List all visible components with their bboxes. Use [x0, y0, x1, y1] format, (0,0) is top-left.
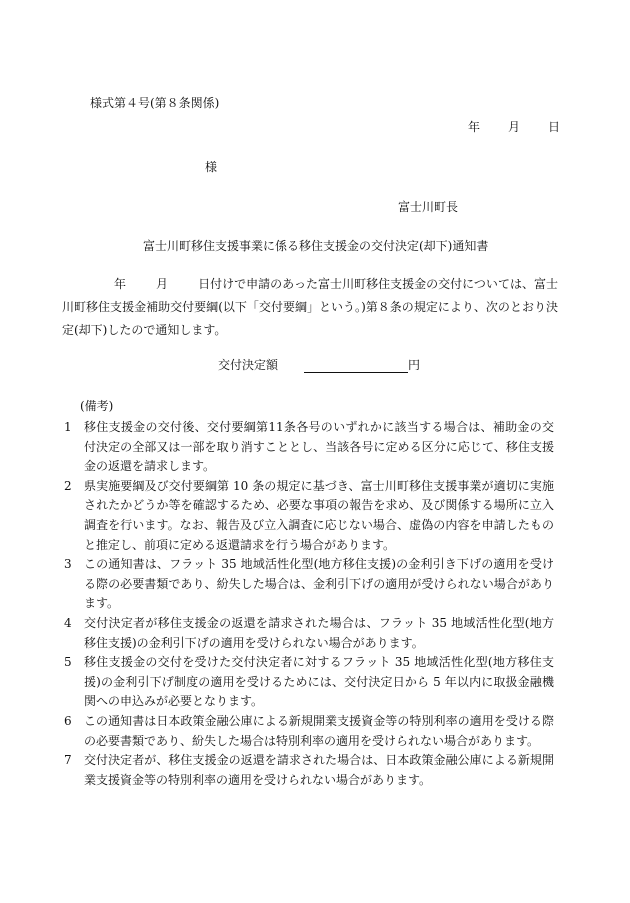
- remark-text: この通知書は、フラット 35 地域活性化型(地方移住支援)の金利引き下げの適用を受ける際の必要書類であり、紛失した場合は、金利引下げの適用が受けられない場合があります。: [84, 557, 554, 611]
- remark-text: 県実施要綱及び交付要綱第 10 条の規定に基づき、富士川町移住支援事業が適切に実施されたかどうか等を確認するため、必要な事項の報告を求め、及び関係する場所に立入調査を行います。なお、報告及び立入調査に応じない場合、虚偽の内容を申請したものと推定し、前項に定める返還請求を行う場合があります。: [84, 478, 554, 552]
- amount-label: 交付決定額: [218, 358, 279, 372]
- remark-number: 7: [64, 753, 72, 768]
- date-month: 月: [508, 120, 521, 134]
- remarks-label: (備考): [80, 399, 114, 413]
- amount-blank-line: [304, 358, 408, 373]
- remark-text: 移住支援金の交付後、交付要綱第11条各号のいずれかに該当する場合は、補助金の交付決定の全部又は一部を取り消すこととし、当該各号に定める区分に応じて、移住支援金の返還を請求します。: [84, 420, 554, 474]
- document-title: 富士川町移住支援事業に係る移住支援金の交付決定(却下)通知書: [143, 239, 489, 253]
- body-month: 月: [156, 277, 169, 291]
- remark-text: 交付決定者が移住支援金の返還を請求された場合は、フラット 35 地域活性化型(地方移住支援)の金利引下げの適用を受けられない場合があります。: [84, 615, 554, 650]
- remark-text: 移住支援金の交付を受けた交付決定者に対するフラット 35 地域活性化型(地方移住支援)の金利引下げ制度の適用を受けるためには、交付決定日から 5 年以内に取扱金融機関への申込みが必要となります。: [84, 655, 554, 709]
- body-paragraph: [62, 273, 558, 342]
- date-line: [468, 118, 560, 135]
- date-day: 日: [548, 120, 561, 134]
- remark-text: 交付決定者が、移住支援金の返還を請求された場合は、日本政策金融公庫による新規開業支援資金等の特別利率の適用を受けられない場合があります。: [84, 753, 554, 787]
- remark-item: [64, 653, 554, 712]
- remark-item: [64, 614, 554, 653]
- date-year: 年: [468, 120, 481, 134]
- remark-text: この通知書は日本政策金融公庫による新規開業支援資金等の特別利率の適用を受ける際の必要書類であり、紛失した場合は特別利率の適用を受けられない場合があります。: [84, 713, 554, 748]
- remark-item: [64, 477, 554, 555]
- remark-number: 6: [64, 713, 72, 728]
- addressee-suffix: 様: [205, 160, 218, 174]
- remark-number: 2: [64, 478, 72, 493]
- remark-item: [64, 751, 554, 790]
- body-text: 日付けで申請のあった富士川町移住支援金の交付については、富士川町移住支援金補助交付要綱(以下「交付要綱」という。)第８条の規定により、次のとおり決定(却下)したので通知します。: [62, 277, 558, 337]
- remark-item: [64, 712, 554, 751]
- remark-number: 5: [64, 655, 72, 670]
- remarks-list: [64, 418, 554, 790]
- amount-unit: 円: [408, 358, 421, 372]
- amount-row: [218, 356, 420, 373]
- remark-number: 3: [64, 557, 72, 572]
- remark-item: [64, 555, 554, 614]
- form-number: 様式第４号(第８条関係): [90, 96, 220, 110]
- remark-item: [64, 418, 554, 477]
- sender-name: 富士川町長: [398, 200, 459, 214]
- remark-number: 1: [64, 420, 72, 434]
- body-year: 年: [114, 277, 127, 291]
- remark-number: 4: [64, 615, 72, 630]
